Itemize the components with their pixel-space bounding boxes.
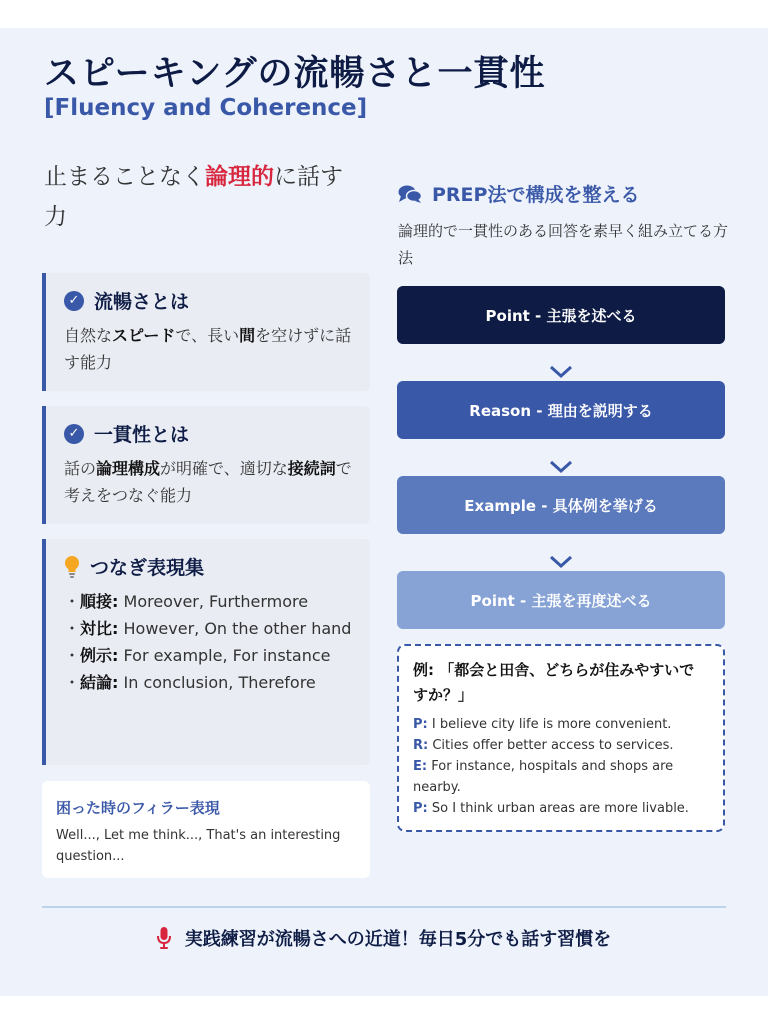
microphone-icon: [157, 927, 171, 949]
lead-text-before: 止まることなく: [44, 164, 205, 190]
connectors-box: [42, 539, 370, 765]
fluency-text-3: を空けずに話す能力: [64, 326, 352, 372]
fluency-text-1: 自然な: [64, 326, 113, 345]
fluency-heading-row: [64, 287, 354, 314]
prep-step-reason: Reason - 理由を説明する: [397, 381, 725, 439]
fluency-description: [64, 322, 354, 376]
coherence-keyword-connectors: 接続詞: [287, 459, 336, 478]
coherence-box: [42, 406, 370, 524]
prep-heading: PREP法で構成を整える: [432, 184, 640, 206]
fluency-heading: 流暢さとは: [94, 291, 190, 313]
lead-text-after: に話す力: [44, 164, 343, 230]
coherence-heading-row: [64, 420, 354, 447]
lead-text: [44, 157, 364, 237]
footer: [0, 925, 768, 951]
page-subtitle: [Fluency and Coherence]: [44, 95, 368, 121]
prep-step-point-again: Point - 主張を再度述べる: [397, 571, 725, 629]
example-lines: [413, 714, 709, 819]
prep-heading-row: [398, 180, 639, 207]
chat-bubbles-icon: [398, 184, 422, 204]
example-question: 例: 「都会と田舎、どちらが住みやすいですか？」: [413, 661, 695, 704]
example-line: [413, 798, 709, 819]
example-text: Cities offer better access to services.: [432, 738, 674, 753]
connector-text: In conclusion, Therefore: [123, 673, 316, 692]
connectors-heading-row: [64, 553, 354, 580]
coherence-description: [64, 455, 354, 509]
connector-text: However, On the other hand: [123, 619, 352, 638]
coherence-heading: 一貫性とは: [94, 424, 190, 446]
connectors-heading: つなぎ表現集: [90, 557, 205, 579]
fluency-keyword-speed: スピード: [112, 326, 176, 345]
coherence-text-3: で考えをつなぐ能力: [64, 459, 352, 505]
chevron-down-icon: [549, 460, 573, 474]
example-text: I believe city life is more convenient.: [431, 717, 672, 732]
filler-card: [42, 781, 370, 878]
example-line: [413, 714, 709, 735]
lead-highlight: 論理的: [205, 164, 274, 190]
lightbulb-icon: [64, 556, 80, 578]
list-item: ・対比: However, On the other hand: [64, 619, 352, 638]
list-item: ・順接: Moreover, Furthermore: [64, 592, 309, 611]
example-key: P:: [413, 717, 428, 732]
divider: [42, 906, 726, 908]
fluency-keyword-pause: 間: [239, 326, 256, 345]
footer-text: 実践練習が流暢さへの近道！毎日5分でも話す習慣を: [184, 929, 612, 950]
prep-step-example: Example - 具体例を挙げる: [397, 476, 725, 534]
coherence-keyword-structure: 論理構成: [96, 459, 161, 478]
page-title: スピーキングの流暢さと一貫性: [44, 54, 546, 94]
fluency-box: [42, 273, 370, 391]
check-circle-icon: ✓: [64, 291, 84, 311]
example-key: P:: [413, 801, 428, 816]
connector-text: Moreover, Furthermore: [123, 592, 309, 611]
example-key: E:: [413, 759, 428, 774]
filler-title: 困った時のフィラー表現: [56, 799, 220, 817]
example-line: [413, 735, 709, 756]
list-item: ・例示: For example, For instance: [64, 646, 331, 665]
prep-step-point: Point - 主張を述べる: [397, 286, 725, 344]
chevron-down-icon: [549, 555, 573, 569]
example-line: [413, 756, 709, 798]
coherence-text-2: が明確で、適切な: [160, 459, 288, 478]
check-circle-icon: ✓: [64, 424, 84, 444]
example-key: R:: [413, 738, 429, 753]
prep-description: 論理的で一貫性のある回答を素早く組み立てる方法: [398, 222, 729, 267]
connector-text: For example, For instance: [123, 646, 331, 665]
connectors-list: [64, 588, 354, 696]
connector-label: 順接:: [80, 592, 119, 611]
coherence-text-1: 話の: [64, 459, 97, 478]
example-text: So I think urban areas are more livable.: [431, 801, 689, 816]
fluency-text-2: で、長い: [175, 326, 240, 345]
list-item: ・結論: In conclusion, Therefore: [64, 673, 316, 692]
connector-label: 例示:: [80, 646, 119, 665]
connector-label: 結論:: [80, 673, 119, 692]
example-text: For instance, hospitals and shops are nearby.: [413, 759, 674, 795]
connector-label: 対比:: [80, 619, 119, 638]
chevron-down-icon: [549, 365, 573, 379]
filler-body: Well..., Let me think..., That's an interesting question...: [56, 828, 341, 864]
example-box: [397, 644, 725, 832]
